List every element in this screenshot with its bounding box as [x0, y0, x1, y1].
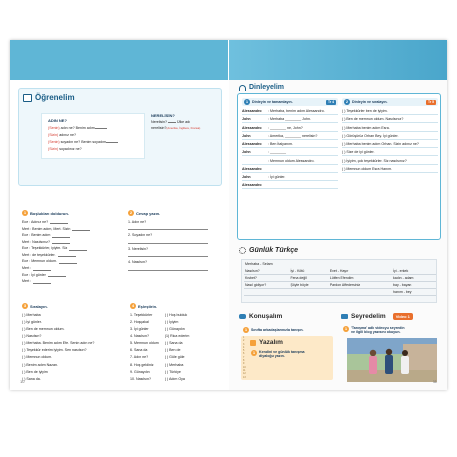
- dinleyin-tamamlayin: [242, 98, 338, 192]
- seyredelim-task-line-1: 'Tanışma' adlı videoyu seyredin: [351, 326, 405, 330]
- speaker-name: Alessandro: [242, 125, 262, 130]
- dialogue-text: : ________: [268, 150, 286, 155]
- phrase-cell: İyi - Kötü: [289, 268, 328, 275]
- gear-icon: [239, 247, 246, 254]
- dialogue-text: : İyi günler.: [268, 175, 286, 180]
- phrase-row: [244, 289, 436, 296]
- dialogue-text: Mert : de teşekkürler.: [22, 252, 56, 257]
- ulke-adi-text: Ülke adı: [176, 120, 191, 124]
- yazalim-box: [241, 336, 333, 380]
- ogrenelim-box: [18, 88, 222, 186]
- ordering-item: ( ) İyiyim, çok teşekkürler. Siz nasılsınız?: [342, 159, 438, 165]
- dialogue-text: Mert : Nasılsınız?: [22, 239, 50, 244]
- match-item-left: 3. İyi günler: [130, 327, 149, 332]
- dinleyelim-title: Dinleyelim: [249, 84, 285, 91]
- nerelisin-question: NERELİSİN?: [151, 113, 175, 118]
- answer-blank: [33, 268, 51, 271]
- seyredelim-header: [341, 313, 413, 320]
- answer-blank: [59, 261, 77, 264]
- ordering-item: ( ) Merhaba. Benim adım Efe. Senin adın ne?: [22, 341, 95, 346]
- ordering-item: ( ) Benim adım Nazan.: [22, 362, 58, 367]
- answer-text: Benim adım: [75, 126, 95, 130]
- speech-icon: [239, 314, 246, 319]
- match-item-left: 8. Hoş geldiniz: [130, 362, 154, 367]
- answer-blank: [52, 235, 70, 238]
- yazalim-task-line-2: diyaloğu yazın.: [259, 354, 285, 359]
- match-item-right: ( ) İyiyim: [164, 320, 179, 325]
- speaker-name: Alessandro: [242, 183, 262, 188]
- answer-text: Benim soyadım: [81, 139, 106, 144]
- answer-blank: [33, 281, 51, 284]
- match-item-right: ( ) Merhaba: [164, 362, 184, 367]
- adin-ne-line: [48, 147, 118, 151]
- answer-blank: [52, 241, 70, 244]
- match-item-right: ( ) Sana da: [164, 341, 183, 346]
- section-siralayin: [22, 303, 126, 384]
- dialogue-line: [22, 246, 120, 250]
- phrase-cell: Fena değil: [289, 275, 328, 282]
- ordering-item: ( ) İyi günler.: [22, 320, 42, 325]
- match-item-right: ( ) Günaydın: [164, 327, 185, 332]
- match-item-right: ( ) Hoş bulduk: [164, 313, 188, 317]
- dialogue-row: [242, 183, 338, 189]
- question-text: 2. Soyadın ne?: [128, 233, 153, 238]
- answer-blank: [95, 126, 107, 129]
- dialogue-text: Mert :: [22, 279, 32, 284]
- dialogue-text: Ece : Teşekkürler, iyiyim. Siz: [22, 246, 68, 251]
- line-number: 3: [243, 342, 245, 346]
- dialogue-text: Ece : Adınız ne?: [22, 220, 49, 224]
- phrase-cell: Evet - Hayır: [329, 268, 392, 275]
- section-1-header: [22, 210, 120, 216]
- speaker-name: Alessandro: [242, 166, 262, 171]
- d2-header: [342, 98, 438, 106]
- book-icon: [23, 94, 32, 102]
- answer-line: [128, 238, 208, 244]
- speaker-name: [242, 159, 268, 163]
- match-item-left: 9. Günaydın: [130, 369, 150, 374]
- dialogue-text: : Merhaba, benim adım Alessandro.: [268, 109, 325, 113]
- phrase-cell: [244, 289, 289, 296]
- dialogue-text: : Ben İtalyanım.: [268, 142, 293, 147]
- section-cevap-yazin: [128, 210, 224, 274]
- ordering-item: ( ) Ben de memnun oldum.: [22, 327, 65, 332]
- textbook-spread: [10, 40, 447, 390]
- dialogue-line: [22, 266, 120, 270]
- question-text: soyadın ne?: [60, 139, 81, 144]
- phrase-cell: hanım - bey: [392, 289, 436, 296]
- video-thumbnail-photo[interactable]: [347, 338, 437, 382]
- d2-title: Dinleyin ve sıralayın.: [352, 100, 388, 104]
- match-item-right: ( ) Türkiye: [164, 369, 181, 374]
- match-item-left: 4. Nasılsın?: [130, 334, 149, 339]
- dinleyelim-box: [237, 93, 441, 240]
- adin-ne-question: ADIN NE?: [48, 118, 67, 123]
- dialogue-row: [242, 109, 338, 115]
- ordering-item: ( ) Görüşürüz Orhan Bey. İyi günler.: [342, 134, 438, 140]
- gunluk-top: Merhaba - Selam: [245, 262, 273, 266]
- pronoun-text: (Sizin): [48, 146, 59, 151]
- dialogue-text: : Merhaba ________ John.: [268, 117, 311, 122]
- ogrenelim-header: [23, 93, 75, 102]
- dialogue-line: [22, 227, 120, 231]
- answer-blank: [106, 140, 118, 143]
- question-text: 4. Nasılsın?: [128, 260, 147, 265]
- match-item-left: 10. Nasılsın?: [130, 376, 151, 381]
- match-item-right: ( ) Güle güle: [164, 355, 185, 360]
- gunluk-header: [239, 247, 298, 254]
- nerelisin-text-2: nerelisin?: [151, 126, 167, 131]
- line-number: 8: [243, 359, 245, 363]
- dialogue-text: Ece : Benim adım: [22, 233, 51, 238]
- answer-blank: [72, 228, 90, 231]
- dinleyin-siralayin: [342, 98, 438, 175]
- match-item-left: 6. Sana da: [130, 348, 148, 353]
- match-item-left: 2. Hoşçakal: [130, 320, 149, 325]
- line-number: 4: [243, 345, 245, 349]
- nerelisin-line-1: [151, 120, 219, 124]
- answer-line: [128, 265, 208, 271]
- konusalim-task: [243, 327, 304, 333]
- match-item-left: 1. Teşekkürler: [130, 313, 153, 317]
- d1-header: [242, 98, 338, 106]
- section-4-header: [130, 303, 226, 309]
- track-badge-5[interactable]: Tr 5: [427, 100, 434, 104]
- gunluk-table-box: [241, 259, 437, 303]
- konusalim-title: Konuşalım: [249, 313, 283, 320]
- dialogue-text: : Memnun oldum Alessandro.: [268, 158, 315, 163]
- dialogue-row: [242, 167, 338, 173]
- question-item: [128, 247, 224, 257]
- dialogue-row: [242, 175, 338, 181]
- answer-blank: [48, 274, 66, 277]
- ordering-item: ( ) Memnun oldum Esra Hanım.: [342, 167, 438, 173]
- phrase-cell: Şöyle böyle: [289, 282, 328, 289]
- phrase-cell: Nasılsın?: [244, 268, 289, 275]
- seyredelim-task: [343, 326, 405, 335]
- video-badge[interactable]: Video 1: [393, 313, 413, 320]
- left-page: [10, 40, 228, 390]
- seyredelim-number: 1: [344, 326, 348, 331]
- match-item-right: ( ) Adım Oya: [164, 376, 185, 381]
- dialogue-text: Mert : Benim adım, Mert. Sizin: [22, 226, 71, 231]
- left-page-number: 10: [20, 379, 25, 384]
- speaker-name: John: [242, 133, 251, 138]
- section-bosluklari: [22, 210, 120, 286]
- nerelisin-text: Nerelisin?: [151, 120, 167, 124]
- ordering-item: ( ) Nasılsın?: [22, 334, 42, 339]
- line-number: 11: [243, 368, 246, 372]
- d1-number: 1: [245, 99, 249, 104]
- match-item-left: 5. Memnun oldum: [130, 341, 159, 346]
- question-item: [128, 260, 224, 270]
- dialogue-line: [22, 259, 120, 263]
- answer-blank: [58, 254, 76, 257]
- speaker-name: Alessandro: [242, 142, 262, 147]
- nerelisin-line-2: [151, 126, 219, 130]
- yazalim-header: [250, 339, 283, 346]
- dialogue-text: Mert :: [22, 266, 32, 271]
- line-number: 5: [243, 349, 245, 353]
- nerelisin-panel: [151, 113, 219, 159]
- dialogue-line: [22, 220, 120, 224]
- yazalim-number: 1: [252, 350, 256, 355]
- answer-blank: [168, 120, 176, 123]
- section-3-number: 3: [23, 303, 27, 308]
- seyredelim-task-line-2: ve ilgili blog yazısını okuyun.: [351, 330, 401, 335]
- dialogue-row: [242, 126, 338, 132]
- dialogue-text: Ece : İyi günler: [22, 272, 46, 277]
- answer-line: [128, 251, 208, 257]
- answer-line: [128, 224, 208, 230]
- speaker-name: John: [242, 175, 251, 180]
- question-item: [128, 233, 224, 243]
- yazalim-title: Yazalım: [259, 339, 283, 346]
- dialogue-text: : ________ ne, John?: [268, 125, 303, 130]
- dialogue-row: [242, 142, 338, 148]
- d2-number: 2: [345, 99, 349, 104]
- line-number: 12: [243, 372, 246, 376]
- dialogue-line: [22, 273, 120, 277]
- phrase-cell: Nasıl gidiyor?: [244, 282, 289, 289]
- section-2-number: 2: [129, 210, 133, 215]
- headphones-icon: [239, 85, 246, 91]
- question-text: adın ne?: [60, 126, 75, 130]
- dialogue-text: : Amerika, ________ nerelisin?: [268, 133, 318, 138]
- phrase-row: [244, 282, 436, 289]
- section-eslestirin: [130, 303, 226, 384]
- phrase-cell: Kısbet?: [244, 275, 289, 282]
- yazalim-task-line-1: Kendini ve günlük tanışma: [259, 350, 305, 354]
- ordering-item: ( ) Ben de iyiyim: [22, 369, 48, 374]
- match-item-left: 7. Adın ne?: [130, 355, 149, 360]
- answer-blank: [69, 248, 87, 251]
- seyredelim-title: Seyredelim: [351, 313, 386, 320]
- yazalim-task: [251, 350, 305, 359]
- ordering-item: ( ) Size de iyi günler.: [342, 150, 438, 156]
- line-number: 1: [243, 336, 245, 339]
- phrase-cell: kadın - adam: [392, 275, 436, 282]
- right-page: [229, 40, 447, 390]
- section-1-title: Boşlukları doldurun.: [30, 210, 69, 216]
- konusalim-number: 1: [244, 327, 248, 332]
- dinleyelim-header: [239, 84, 284, 91]
- ordering-item: ( ) Ben de memnun oldum. Nasılsınız?: [342, 117, 438, 123]
- line-number: 10: [243, 365, 246, 369]
- country-examples: (Amerika, İngiltere, Fransa): [166, 126, 201, 131]
- dialogue-line: [22, 233, 120, 237]
- ogrenelim-title: Öğrenelim: [35, 93, 75, 102]
- track-badge-4[interactable]: Tr 4: [327, 100, 334, 104]
- phrase-cell: Pardon Affedersiniz: [329, 282, 392, 289]
- section-3-header: [22, 303, 126, 309]
- pronoun-text: (Sizin): [48, 132, 59, 137]
- dialogue-row: [242, 159, 338, 165]
- speaker-name: John: [242, 150, 251, 155]
- phrase-cell: [329, 289, 392, 296]
- ordering-item: ( ) Merhaba benim adım Esra.: [342, 126, 438, 132]
- right-header-band: [229, 40, 447, 80]
- film-icon: [341, 314, 348, 319]
- question-text: 3. Nerelisin?: [128, 246, 148, 251]
- ordering-item: ( ) Memnun oldum.: [22, 355, 53, 360]
- line-number: 9: [243, 362, 245, 366]
- question-item: [128, 220, 224, 230]
- konusalim-task-text: Sınıfta arkadaşlarınızla tanışın.: [251, 327, 304, 332]
- answer-blank: [50, 221, 68, 224]
- line-number: 2: [243, 339, 245, 343]
- speaker-name: Alessandro: [242, 109, 262, 113]
- line-number: 7: [243, 355, 245, 359]
- section-2-title: Cevap yazın.: [136, 210, 161, 216]
- pronoun-text: (Senin): [48, 126, 60, 130]
- phrase-cell: bay - bayan: [392, 282, 436, 289]
- ordering-item: ( ) Sana da.: [22, 376, 41, 381]
- dialogue-row: [242, 134, 338, 140]
- left-header-band: [10, 40, 228, 80]
- adin-ne-line: [48, 133, 118, 137]
- gunluk-title: Günlük Türkçe: [249, 247, 299, 254]
- section-4-title: Eşleştirin.: [138, 303, 158, 309]
- konusalim-header: [239, 313, 282, 320]
- gunluk-table: [244, 268, 436, 296]
- pronoun-text: (Senin): [48, 139, 60, 144]
- adin-ne-line: [48, 126, 118, 130]
- pencil-icon: [250, 340, 256, 346]
- d1-title: Dinleyin ve tamamlayın.: [252, 100, 293, 104]
- ordering-item: ( ) Teşekkürler ben de iyiyim.: [342, 109, 438, 115]
- dialogue-row: [242, 150, 338, 156]
- adin-ne-panel: [41, 113, 145, 159]
- line-number: 6: [243, 352, 245, 356]
- line-number: 13: [243, 375, 246, 379]
- ordering-item: ( ) Teşekkür ederim iyiyim. Sen nasılsın?: [22, 348, 87, 353]
- phrase-cell: [289, 289, 328, 296]
- dialogue-row: [242, 117, 338, 123]
- question-text: soyadınız ne?: [59, 146, 82, 151]
- speaker-name: John: [242, 117, 251, 122]
- section-1-number: 1: [23, 210, 27, 215]
- question-text: 1. Adın ne?: [128, 220, 147, 224]
- phrase-row: [244, 268, 436, 275]
- match-item-right: (1) Rica ederim: [164, 334, 190, 339]
- dialogue-line: [22, 253, 120, 257]
- section-4-number: 4: [131, 303, 135, 308]
- dialogue-line: [22, 279, 120, 283]
- ordering-item: ( ) Merhaba benim adım Orhan. Sizin adınız ne?: [342, 142, 438, 148]
- adin-ne-line: [48, 140, 118, 144]
- dialogue-text: Ece : Memnun oldum.: [22, 259, 57, 264]
- section-2-header: [128, 210, 224, 216]
- match-item-right: ( ) Ben de: [164, 348, 181, 353]
- phrase-cell: İyi - erkek: [392, 268, 436, 275]
- question-text: adınız ne?: [59, 132, 76, 137]
- phrase-row: [244, 275, 436, 282]
- right-page-number: 11: [432, 379, 437, 384]
- section-3-title: Sıralayın.: [30, 303, 48, 309]
- ordering-item: ( ) Merhaba: [22, 313, 41, 317]
- dialogue-line: [22, 240, 120, 244]
- phrase-cell: Lütfen Efendim: [329, 275, 392, 282]
